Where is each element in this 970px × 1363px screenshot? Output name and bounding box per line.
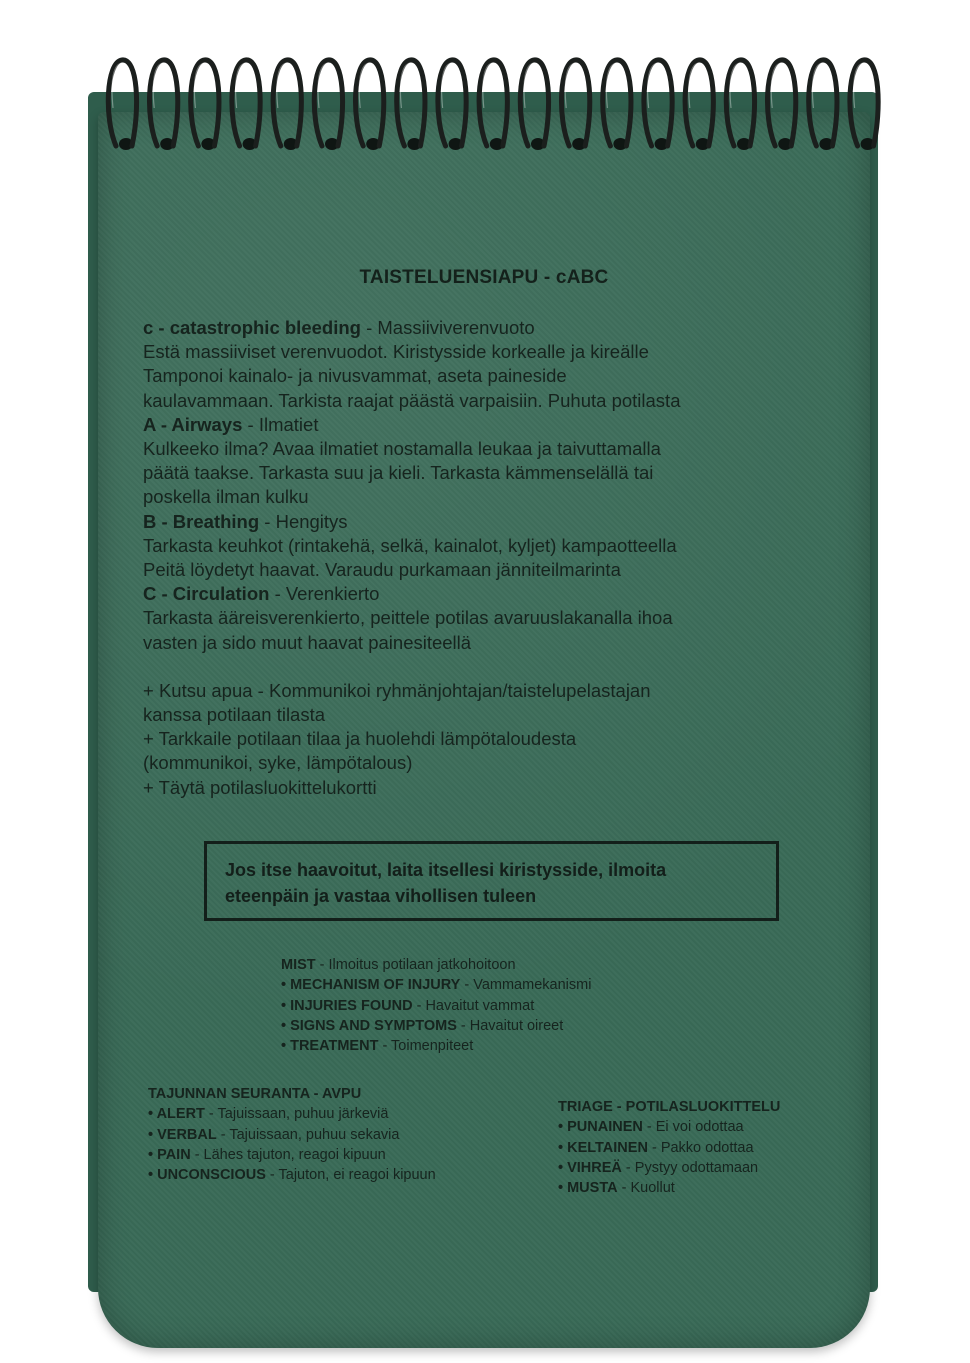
avpu-item bbox=[148, 1145, 528, 1165]
avpu-item-term: • PAIN bbox=[148, 1146, 191, 1163]
notebook-cover bbox=[98, 112, 870, 1348]
section-c-term-fi: - Massiiviverenvuoto bbox=[366, 317, 535, 338]
section-c-line: Estä massiiviset verenvuodot. Kiristysside korkealle ja kireälle bbox=[143, 341, 649, 363]
mist-item-term: • INJURIES FOUND bbox=[281, 997, 413, 1014]
section-circulation-term: C - Circulation bbox=[143, 583, 270, 605]
triage-item-term: • PUNAINEN bbox=[558, 1119, 643, 1136]
mist-item bbox=[281, 975, 701, 995]
spiral-binding bbox=[96, 48, 886, 168]
avpu-item bbox=[148, 1165, 528, 1185]
triage-item-term: • MUSTA bbox=[558, 1180, 618, 1197]
section-b-line: Tarkasta keuhkot (rintakehä, selkä, kainalot, kyljet) kampaotteella bbox=[143, 534, 677, 556]
section-a-term: A - Airways bbox=[143, 413, 243, 435]
section-circulation-line: Tarkasta ääreisverenkierto, peittele potilas avaruuslakanalla ihoa bbox=[143, 607, 673, 629]
warning-box bbox=[204, 841, 779, 921]
triage-item-text: - Pystyy odottamaan bbox=[621, 1159, 759, 1176]
section-circulation-heading bbox=[143, 582, 853, 606]
triage-item bbox=[558, 1178, 838, 1198]
mist-heading-term: MIST bbox=[281, 957, 316, 973]
mist-item-text: - Toimenpiteet bbox=[378, 1038, 474, 1055]
avpu-item-text: - Tajuton, ei reagoi kipuun bbox=[265, 1167, 436, 1184]
triage-item-text: - Kuollut bbox=[617, 1180, 675, 1197]
section-b-line: Peitä löydetyt haavat. Varaudu purkamaan jänniteilmarinta bbox=[143, 559, 621, 581]
mist-list bbox=[281, 955, 701, 1056]
triage-item bbox=[558, 1117, 838, 1137]
avpu-item bbox=[148, 1104, 528, 1124]
mist-heading bbox=[281, 955, 701, 975]
triage-item bbox=[558, 1138, 838, 1158]
triage-item-term: • KELTAINEN bbox=[558, 1139, 648, 1156]
warning-line: Jos itse haavoitut, laita itsellesi kiristysside, ilmoita bbox=[225, 860, 667, 880]
avpu-item-term: • ALERT bbox=[148, 1106, 205, 1123]
section-a-heading bbox=[143, 413, 853, 437]
section-a-term-fi: - Ilmatiet bbox=[247, 413, 319, 435]
triage-item-text: - Ei voi odottaa bbox=[642, 1119, 744, 1136]
cabc-instructions bbox=[143, 316, 853, 800]
section-circulation-term-fi: - Verenkierto bbox=[274, 583, 380, 605]
mist-item-term: • MECHANISM OF INJURY bbox=[281, 977, 461, 994]
mist-item bbox=[281, 1016, 701, 1036]
extra-line: (kommunikoi, syke, lämpötalous) bbox=[143, 752, 413, 774]
section-a-line: poskella ilman kulku bbox=[143, 486, 309, 508]
section-c-line: Tamponoi kainalo- ja nivusvammat, aseta paineside bbox=[143, 365, 567, 387]
triage-item bbox=[558, 1158, 838, 1178]
spacer bbox=[143, 655, 853, 679]
section-c-term: c - catastrophic bleeding bbox=[143, 317, 361, 338]
section-b-heading bbox=[143, 510, 853, 534]
section-a-line: päätä taakse. Tarkasta suu ja kieli. Tarkasta kämmenselällä tai bbox=[143, 462, 654, 484]
section-a-line: Kulkeeko ilma? Avaa ilmatiet nostamalla leukaa ja taivuttamalla bbox=[143, 438, 661, 460]
avpu-item-term: • VERBAL bbox=[148, 1126, 217, 1143]
warning-line: eteenpäin ja vastaa vihollisen tuleen bbox=[225, 886, 537, 906]
mist-heading-text: - Ilmoitus potilaan jatkohoitoon bbox=[315, 957, 516, 973]
mist-item-term: • SIGNS AND SYMPTOMS bbox=[281, 1017, 457, 1034]
avpu-item-text: - Tajuissaan, puhuu sekavia bbox=[216, 1126, 400, 1143]
mist-item-text: - Havaitut oireet bbox=[456, 1017, 564, 1034]
mist-item-text: - Vammamekanismi bbox=[460, 977, 592, 994]
avpu-list bbox=[148, 1084, 528, 1185]
avpu-heading: TAJUNNAN SEURANTA - AVPU bbox=[148, 1086, 362, 1102]
section-b-term-fi: - Hengitys bbox=[264, 510, 348, 532]
avpu-item-text: - Tajuissaan, puhuu järkeviä bbox=[204, 1106, 389, 1123]
avpu-item-term: • UNCONSCIOUS bbox=[148, 1167, 266, 1184]
triage-item-text: - Pakko odottaa bbox=[647, 1139, 754, 1156]
section-b-term: B - Breathing bbox=[143, 510, 260, 532]
section-c-heading bbox=[143, 316, 853, 340]
section-circulation-line: vasten ja sido muut haavat painesiteellä bbox=[143, 631, 472, 653]
mist-item-term: • TREATMENT bbox=[281, 1038, 379, 1055]
mist-item bbox=[281, 1036, 701, 1056]
triage-item-term: • VIHREÄ bbox=[558, 1159, 622, 1176]
extra-line: + Täytä potilasluokittelukortti bbox=[143, 776, 377, 798]
page-title: TAISTELUENSIAPU - cABC bbox=[359, 267, 609, 288]
mist-item-text: - Havaitut vammat bbox=[412, 997, 535, 1014]
avpu-item bbox=[148, 1125, 528, 1145]
triage-list bbox=[558, 1097, 838, 1198]
triage-heading: TRIAGE - POTILASLUOKITTELU bbox=[558, 1099, 781, 1115]
avpu-item-text: - Lähes tajuton, reagoi kipuun bbox=[190, 1146, 386, 1163]
mist-item bbox=[281, 996, 701, 1016]
extra-line: + Tarkkaile potilaan tilaa ja huolehdi lämpötaloudesta bbox=[143, 728, 577, 750]
extra-line: kanssa potilaan tilasta bbox=[143, 704, 326, 726]
extra-line: + Kutsu apua - Kommunikoi ryhmänjohtajan/taistelupelastajan bbox=[143, 679, 651, 701]
section-c-line: kaulavammaan. Tarkista raajat päästä varpaisiin. Puhuta potilasta bbox=[143, 389, 681, 411]
